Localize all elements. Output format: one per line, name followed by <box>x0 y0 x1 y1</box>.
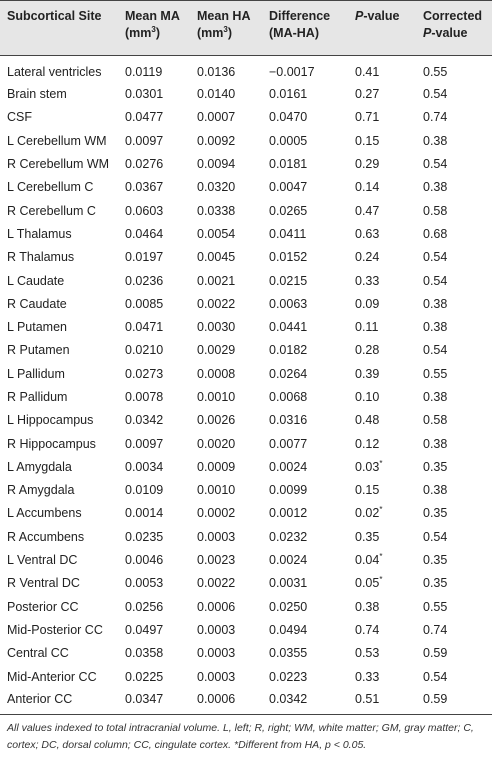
cell-difference: 0.0077 <box>269 436 308 451</box>
cell-difference: 0.0215 <box>269 273 308 288</box>
table-row <box>0 152 492 175</box>
cell-site: Mid-Anterior CC <box>7 669 97 684</box>
cell-difference: 0.0068 <box>269 390 308 404</box>
cell-difference: 0.0470 <box>269 110 308 125</box>
table-row <box>0 455 492 478</box>
cell-mean-ma: 0.0225 <box>125 669 164 684</box>
header-corrected-p-value: Corrected P-value <box>416 1 492 56</box>
cell-mean-ha: 0.0003 <box>197 646 236 661</box>
cell-mean-ma: 0.0276 <box>125 157 164 172</box>
cell-difference: 0.0012 <box>269 506 308 521</box>
header-mean-ma: Mean MA $(mm^3)$ <box>118 1 190 56</box>
cell-difference: 0.0099 <box>269 483 308 498</box>
table-row <box>0 432 492 455</box>
cell-p-value: 0.28 <box>355 343 380 358</box>
significance-star: * <box>379 505 383 515</box>
table-row <box>0 176 492 199</box>
cell-site: R Hippocampus <box>7 436 96 451</box>
table-row <box>0 665 492 688</box>
cell-site: R Pallidum <box>7 390 68 404</box>
table-row <box>0 572 492 595</box>
table-row <box>0 385 492 408</box>
cell-mean-ha: 0.0338 <box>197 203 236 218</box>
cell-mean-ma: 0.0097 <box>125 436 164 451</box>
table-row <box>0 56 492 83</box>
cell-mean-ma: 0.0367 <box>125 180 164 195</box>
cell-p-value: 0.11 <box>355 320 379 335</box>
cell-mean-ha: 0.0007 <box>197 110 236 125</box>
cell-corrected-p: 0.74 <box>423 110 448 125</box>
cell-p-value: 0.53 <box>355 646 380 661</box>
cell-p-value: 0.12 <box>355 436 380 451</box>
significance-star: * <box>379 551 383 561</box>
cell-p-value: 0.09 <box>355 296 380 311</box>
cell-mean-ha: 0.0136 <box>197 64 236 79</box>
header-site: Subcortical Site <box>0 1 118 56</box>
cell-site: CSF <box>7 110 32 125</box>
cell-p-value: 0.74 <box>355 622 380 637</box>
cell-site: Brain stem <box>7 87 67 102</box>
cell-difference: 0.0494 <box>269 622 308 637</box>
cell-corrected-p: 0.54 <box>423 669 448 684</box>
cell-mean-ma: 0.0358 <box>125 646 164 661</box>
cell-p-value: 0.02* <box>355 505 383 521</box>
cell-mean-ha: 0.0008 <box>197 366 236 381</box>
cell-mean-ha: 0.0003 <box>197 529 236 544</box>
cell-corrected-p: 0.58 <box>423 413 448 428</box>
cell-p-value: 0.33 <box>355 273 380 288</box>
cell-corrected-p: 0.54 <box>423 157 448 172</box>
cell-difference: 0.0152 <box>269 250 308 265</box>
table-row <box>0 269 492 292</box>
table-body <box>0 56 492 715</box>
cell-site: R Caudate <box>7 296 67 311</box>
cell-site: Posterior CC <box>7 599 79 614</box>
cell-p-value: 0.63 <box>355 226 380 241</box>
cell-site: L Cerebellum WM <box>7 133 107 148</box>
cell-p-value: 0.51 <box>348 688 416 714</box>
significance-star: * <box>379 575 383 585</box>
cell-mean-ma: 0.0210 <box>125 343 164 358</box>
cell-mean-ma: 0.0256 <box>125 599 164 614</box>
cell-p-value: 0.29 <box>355 157 380 172</box>
significance-star: * <box>379 458 383 468</box>
cell-mean-ha: 0.0006 <box>197 599 236 614</box>
cell-mean-ha: 0.0054 <box>197 226 236 241</box>
cell-difference: 0.0223 <box>269 669 308 684</box>
cell-p-value: 0.35 <box>355 529 380 544</box>
cell-corrected-p: 0.55 <box>423 64 448 79</box>
cell-mean-ha: 0.0020 <box>197 436 236 451</box>
cell-corrected-p: 0.54 <box>423 250 448 265</box>
cell-mean-ha: 0.0003 <box>197 669 236 684</box>
table-row <box>0 129 492 152</box>
table-row <box>0 315 492 338</box>
cell-p-value: 0.47 <box>355 203 380 218</box>
cell-corrected-p: 0.38 <box>423 180 448 195</box>
cell-corrected-p: 0.58 <box>423 203 448 218</box>
cell-mean-ha: 0.0010 <box>197 483 236 498</box>
cell-mean-ma: 0.0097 <box>125 133 164 148</box>
cell-corrected-p: 0.35 <box>423 576 448 591</box>
cell-site: Mid-Posterior CC <box>7 622 103 637</box>
cell-mean-ma: 0.0109 <box>125 483 164 498</box>
cell-p-value: 0.48 <box>355 413 380 428</box>
cell-mean-ha: 0.0023 <box>197 553 236 568</box>
cell-site: R Thalamus <box>7 250 75 265</box>
cell-mean-ma: 0.0078 <box>125 390 164 404</box>
cell-mean-ma: 0.0046 <box>125 553 164 568</box>
cell-corrected-p: 0.54 <box>423 87 448 102</box>
cell-mean-ha: 0.0140 <box>197 87 236 102</box>
cell-site: L Thalamus <box>7 226 72 241</box>
table-footnote: All values indexed to total intracranial volume. L, left; R, right; WM, white matter; GM, gray matter; C, cortex; DC, dorsal column; CC, cingulate cortex. *Different from HA, p < 0.05. <box>7 722 474 751</box>
cell-mean-ma: 0.0471 <box>125 320 164 335</box>
cell-mean-ha: 0.0094 <box>197 157 236 172</box>
table-row <box>0 106 492 129</box>
table-row <box>0 83 492 106</box>
cell-site: Anterior CC <box>0 688 118 714</box>
table-row <box>0 246 492 269</box>
cell-mean-ma: 0.0464 <box>125 226 164 241</box>
cell-site: R Cerebellum C <box>7 203 96 218</box>
table-row <box>0 409 492 432</box>
cell-difference: 0.0411 <box>269 226 307 241</box>
cell-difference: 0.0250 <box>269 599 308 614</box>
cell-corrected-p: 0.38 <box>423 390 448 404</box>
cell-mean-ma: 0.0273 <box>125 366 164 381</box>
cell-mean-ha: 0.0022 <box>197 296 236 311</box>
table-row <box>0 525 492 548</box>
cell-p-value: 0.24 <box>355 250 380 265</box>
cell-mean-ma: 0.0236 <box>125 273 164 288</box>
cell-corrected-p: 0.54 <box>423 529 448 544</box>
cell-p-value: 0.14 <box>355 180 380 195</box>
cell-site: R Amygdala <box>7 483 75 498</box>
header-difference: Difference (MA-HA) <box>262 1 348 56</box>
cell-site: L Putamen <box>7 320 67 335</box>
cell-mean-ha: 0.0092 <box>197 133 236 148</box>
table-row <box>0 199 492 222</box>
cell-mean-ha: 0.0010 <box>197 390 236 404</box>
cell-corrected-p: 0.35 <box>423 506 448 521</box>
cell-difference: 0.0342 <box>262 688 348 714</box>
table-row <box>0 595 492 618</box>
cell-p-value: 0.39 <box>355 366 380 381</box>
cell-difference: 0.0024 <box>269 553 308 568</box>
cell-mean-ma: 0.0197 <box>125 250 164 265</box>
cell-mean-ha: 0.0006 <box>190 688 262 714</box>
cell-site: R Putamen <box>7 343 70 358</box>
cell-corrected-p: 0.38 <box>423 320 448 335</box>
cell-mean-ma: 0.0235 <box>125 529 164 544</box>
cell-difference: 0.0355 <box>269 646 308 661</box>
cell-corrected-p: 0.38 <box>423 436 448 451</box>
cell-p-value: 0.04* <box>355 551 383 568</box>
cell-mean-ma: 0.0085 <box>125 296 164 311</box>
cell-difference: 0.0182 <box>269 343 308 358</box>
table-row <box>0 688 492 714</box>
cell-mean-ma: 0.0347 <box>118 688 190 714</box>
table-row <box>0 222 492 245</box>
cell-mean-ma: 0.0034 <box>125 459 164 474</box>
cell-mean-ha: 0.0045 <box>197 250 236 265</box>
cell-mean-ha: 0.0009 <box>197 459 236 474</box>
cell-site: L Accumbens <box>7 506 82 521</box>
cell-corrected-p: 0.54 <box>423 273 448 288</box>
table-row <box>0 479 492 502</box>
cell-difference: 0.0441 <box>269 320 308 335</box>
cell-site: L Cerebellum C <box>7 180 94 195</box>
cell-mean-ha: 0.0021 <box>197 273 236 288</box>
cell-difference: 0.0005 <box>269 133 308 148</box>
cell-mean-ma: 0.0603 <box>125 203 164 218</box>
cell-difference: 0.0047 <box>269 180 308 195</box>
cell-p-value: 0.10 <box>355 390 380 404</box>
cell-site: L Ventral DC <box>7 553 78 568</box>
header-p-value: P-value <box>348 1 416 56</box>
table-header <box>0 1 492 56</box>
cell-mean-ma: 0.0053 <box>125 576 164 591</box>
cell-corrected-p: 0.38 <box>423 133 448 148</box>
cell-difference: −0.0017 <box>269 64 315 79</box>
cell-corrected-p: 0.59 <box>416 688 492 714</box>
cell-p-value: 0.03* <box>355 458 383 474</box>
cell-difference: 0.0161 <box>269 87 308 102</box>
table-row <box>0 339 492 362</box>
cell-p-value: 0.71 <box>355 110 380 125</box>
header-mean-ha: Mean HA $(mm^3)$ <box>190 1 262 56</box>
cell-mean-ha: 0.0029 <box>197 343 236 358</box>
table-row <box>0 642 492 665</box>
table-row <box>0 618 492 641</box>
cell-mean-ma: 0.0119 <box>125 64 163 79</box>
table-row <box>0 548 492 571</box>
cell-site: L Pallidum <box>7 366 65 381</box>
cell-difference: 0.0024 <box>269 459 308 474</box>
cell-mean-ma: 0.0342 <box>125 413 164 428</box>
cell-site: L Hippocampus <box>7 413 94 428</box>
cell-corrected-p: 0.59 <box>423 646 448 661</box>
cell-p-value: 0.38 <box>355 599 380 614</box>
cell-site: L Caudate <box>7 273 65 288</box>
cell-mean-ha: 0.0320 <box>197 180 236 195</box>
cell-site: Central CC <box>7 646 69 661</box>
cell-corrected-p: 0.74 <box>423 622 448 637</box>
table-row <box>0 502 492 525</box>
cell-mean-ha: 0.0026 <box>197 413 236 428</box>
cell-corrected-p: 0.35 <box>423 553 448 568</box>
cell-corrected-p: 0.38 <box>423 296 448 311</box>
cell-difference: 0.0031 <box>269 576 308 591</box>
cell-site: R Ventral DC <box>7 576 80 591</box>
cell-corrected-p: 0.68 <box>423 226 448 241</box>
cell-site: R Accumbens <box>7 529 85 544</box>
cell-site: Lateral ventricles <box>7 64 102 79</box>
cell-p-value: 0.27 <box>355 87 380 102</box>
table-row <box>0 292 492 315</box>
cell-mean-ma: 0.0477 <box>125 110 164 125</box>
cell-corrected-p: 0.54 <box>423 343 448 358</box>
cell-difference: 0.0316 <box>269 413 308 428</box>
cell-site: L Amygdala <box>7 459 72 474</box>
cell-p-value: 0.33 <box>355 669 380 684</box>
cell-difference: 0.0264 <box>269 366 308 381</box>
cell-corrected-p: 0.55 <box>423 366 448 381</box>
cell-mean-ma: 0.0014 <box>125 506 164 521</box>
cell-mean-ha: 0.0030 <box>197 320 236 335</box>
cell-site: R Cerebellum WM <box>7 157 110 172</box>
cell-p-value: 0.05* <box>355 575 383 591</box>
cell-mean-ha: 0.0002 <box>197 506 236 521</box>
cell-p-value: 0.15 <box>355 133 380 148</box>
cell-mean-ma: 0.0497 <box>125 622 164 637</box>
cell-corrected-p: 0.55 <box>423 599 448 614</box>
cell-mean-ma: 0.0301 <box>125 87 164 102</box>
table-row <box>0 362 492 385</box>
cell-difference: 0.0181 <box>269 157 308 172</box>
cell-difference: 0.0063 <box>269 296 308 311</box>
cell-p-value: 0.15 <box>355 483 380 498</box>
cell-mean-ha: 0.0003 <box>197 622 236 637</box>
cell-mean-ha: 0.0022 <box>197 576 236 591</box>
cell-difference: 0.0232 <box>269 529 308 544</box>
cell-corrected-p: 0.38 <box>423 483 448 498</box>
cell-p-value: 0.41 <box>355 64 380 79</box>
cell-corrected-p: 0.35 <box>423 459 448 474</box>
cell-difference: 0.0265 <box>269 203 308 218</box>
